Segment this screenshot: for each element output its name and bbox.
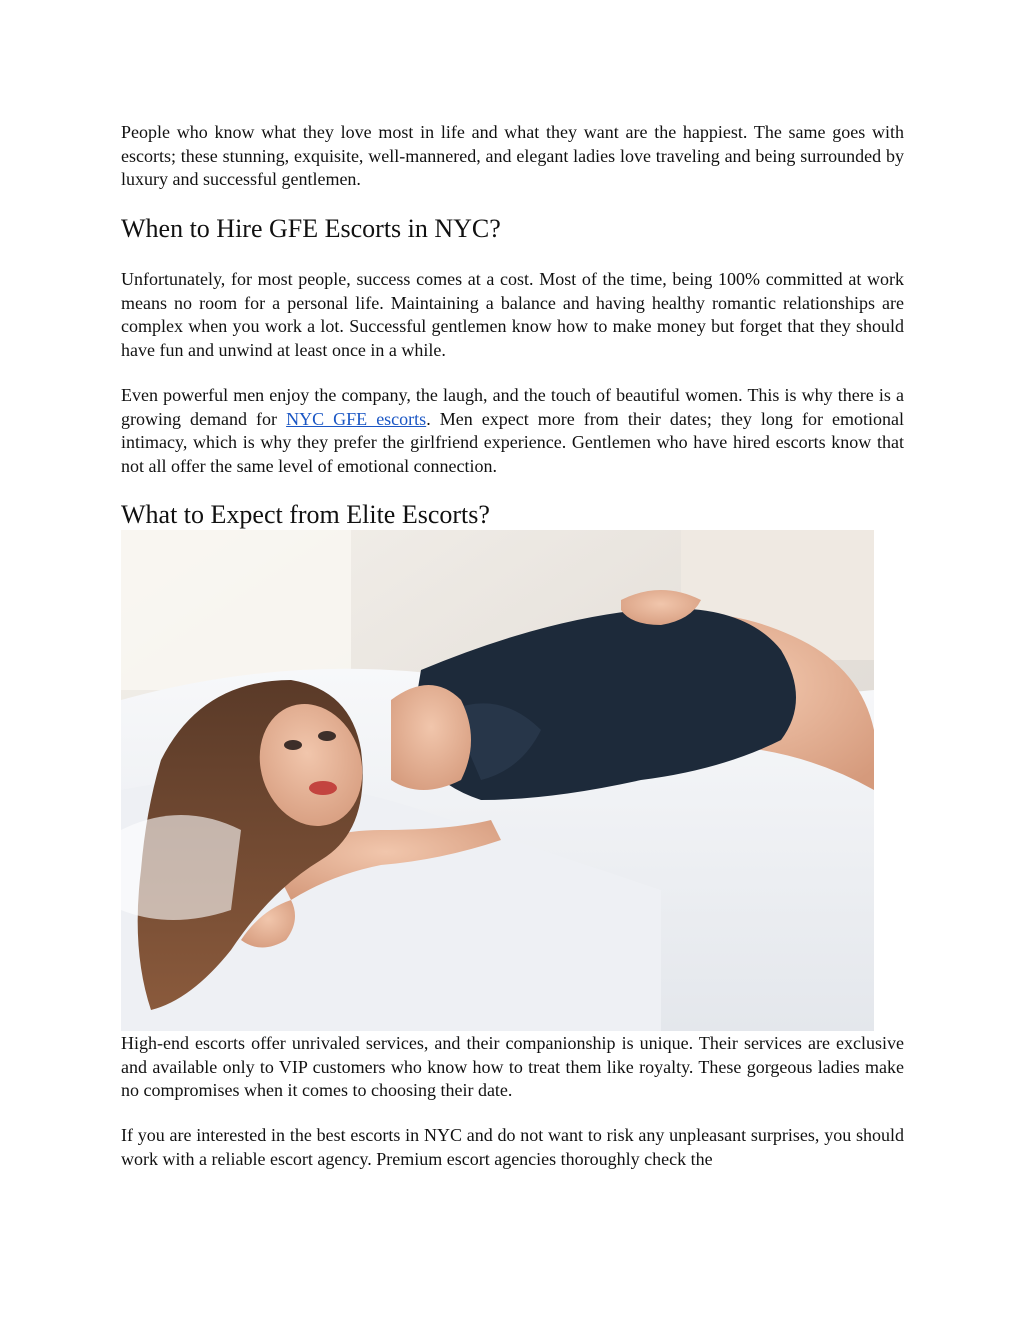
section2-paragraph-1-wrap	[121, 1032, 904, 1103]
section1-paragraph-2-wrap	[121, 384, 904, 478]
section-heading-what-to-expect: What to Expect from Elite Escorts?	[121, 500, 490, 529]
section-heading-when-to-hire: When to Hire GFE Escorts in NYC?	[121, 214, 501, 243]
paragraph-text: . Men expect more from their dates; they long for emotional intimacy, which is why they prefer the girlfriend experience. Gentlemen who have hired escorts know that not all offer the same level of emotional connection.	[121, 408, 904, 476]
woman-on-bed-photo	[121, 530, 874, 1031]
intro-section	[121, 121, 904, 192]
section1-paragraph-1-wrap	[121, 268, 904, 362]
section1-paragraph-1: Unfortunately, for most people, success comes at a cost. Most of the time, being 100% committed at work means no room for a personal life. Maintaining a balance and having healthy romantic relationships are complex when you work a lot. Successful gentlemen know how to make money but forget that they should have fun and unwind at least once in a while.	[121, 269, 904, 360]
section2-paragraph-1: High-end escorts offer unrivaled services, and their companionship is unique. Their services are exclusive and available only to VIP customers who know how to treat them like royalty. These gorgeous ladies make no compromises when it comes to choosing their date.	[121, 1033, 904, 1100]
section2-paragraph-2: If you are interested in the best escorts in NYC and do not want to risk any unpleasant surprises, you should work with a reliable escort agency. Premium escort agencies thoroughly check the	[121, 1125, 904, 1169]
nyc-gfe-escorts-link[interactable]: NYC GFE escorts	[286, 408, 427, 429]
section2-paragraph-2-wrap	[121, 1124, 904, 1171]
section-what-to-expect	[121, 500, 904, 530]
section-when-to-hire	[121, 214, 904, 244]
paragraph-text: Even powerful men enjoy the company, the laugh, and the touch of beautiful women. This is why there is a growing demand for	[121, 385, 904, 429]
intro-paragraph: People who know what they love most in life and what they want are the happiest. The same goes with escorts; these stunning, exquisite, well-mannered, and elegant ladies love traveling and being surrounded by luxury and successful gentlemen.	[121, 122, 904, 189]
section1-paragraph-2	[121, 384, 904, 478]
